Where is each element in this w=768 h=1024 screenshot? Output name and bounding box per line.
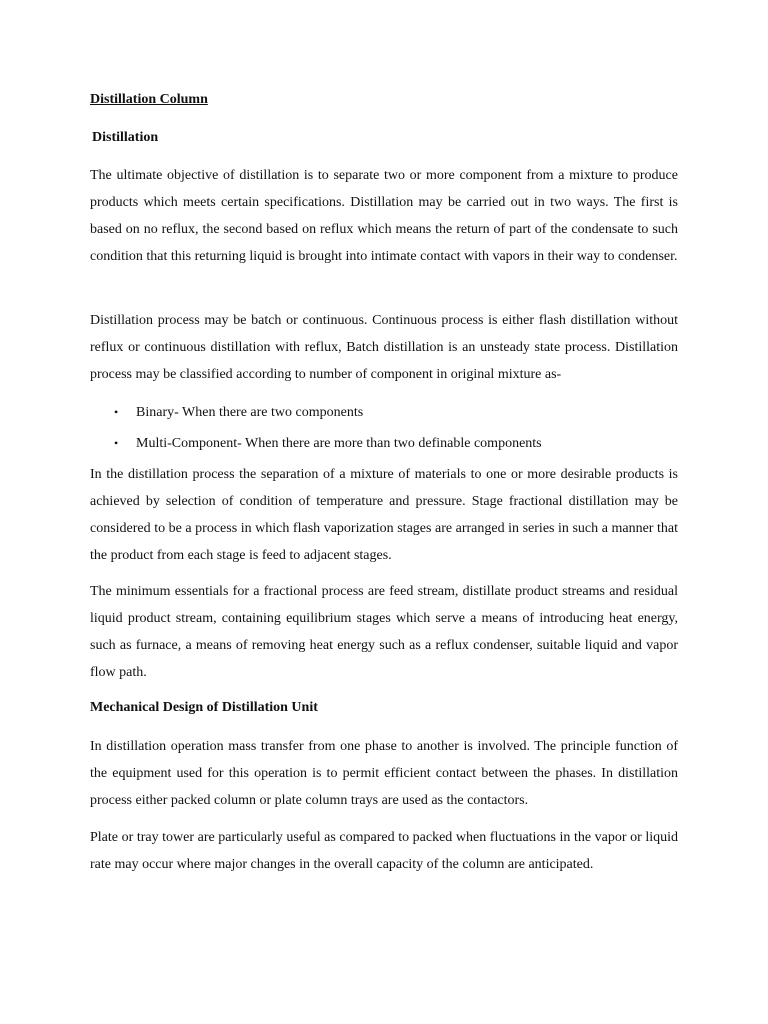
document-title: Distillation Column [90, 92, 208, 107]
list-item-text: Binary- When there are two components [136, 405, 364, 420]
section-heading-distillation: Distillation [92, 130, 159, 145]
paragraph-objective: The ultimate objective of distillation is to separate two or more component from a mixture to produce products which meets certain specifications. Distillation may be carried out in two ways. The first is based on no reflux, the second based on reflux which means the return of part of the condensate to such condition that this returning liquid is brought into intimate contact with vapors in their way to condenser. [90, 168, 678, 264]
paragraph-plate-tower: Plate or tray tower are particularly useful as compared to packed when fluctuations in the vapor or liquid rate may occur where major changes in the overall capacity of the column are anticipated. [90, 830, 678, 872]
component-list [90, 397, 678, 459]
list-item-text: Multi-Component- When there are more than two definable components [136, 436, 542, 451]
paragraph-minimum-essentials: The minimum essentials for a fractional process are feed stream, distillate product streams and residual liquid product stream, containing equilibrium stages which serve a means of introducing heat energy, such as furnace, a means of removing heat energy such as a reflux condenser, suitable liquid and vapor flow path. [90, 584, 678, 680]
list-item [90, 397, 678, 428]
bullet-icon: • [114, 405, 119, 419]
section-heading-mechanical-design: Mechanical Design of Distillation Unit [90, 700, 318, 715]
bullet-icon: • [114, 436, 119, 450]
paragraph-separation: In the distillation process the separation of a mixture of materials to one or more desirable products is achieved by selection of condition of temperature and pressure. Stage fractional distillation may be considered to be a process in which flash vaporization stages are arranged in series in such a manner that the product from each stage is feed to adjacent stages. [90, 467, 678, 563]
list-item [90, 428, 678, 459]
paragraph-process-types: Distillation process may be batch or continuous. Continuous process is either flash distillation without reflux or continuous distillation with reflux, Batch distillation is an unsteady state process. Distillation process may be classified according to number of component in original mixture as- [90, 313, 678, 382]
paragraph-mass-transfer: In distillation operation mass transfer from one phase to another is involved. The principle function of the equipment used for this operation is to permit efficient contact between the phases. In distillation process either packed column or plate column trays are used as the contactors. [90, 739, 678, 808]
